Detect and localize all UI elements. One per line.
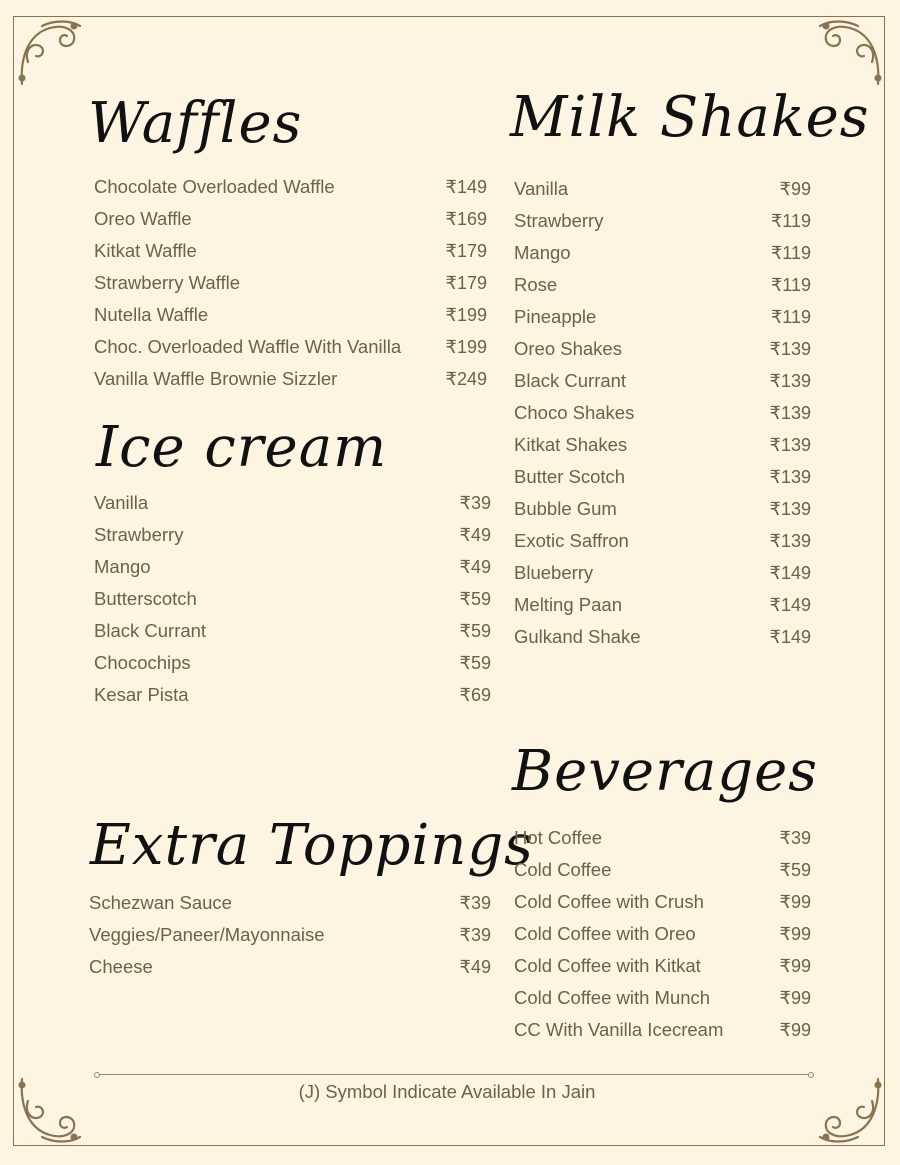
item-price: ₹59	[459, 620, 491, 641]
menu-item	[514, 822, 811, 854]
item-name: Chocolate Overloaded Waffle	[94, 176, 335, 197]
menu-item	[514, 982, 811, 1014]
menu-item	[94, 679, 491, 711]
menu-item	[94, 519, 491, 551]
menu-item	[514, 1014, 811, 1046]
item-price: ₹139	[769, 370, 811, 391]
item-price: ₹179	[445, 240, 487, 261]
extra-toppings-list	[89, 887, 491, 983]
menu-item	[89, 951, 491, 983]
menu-item	[514, 365, 811, 397]
item-price: ₹49	[459, 524, 491, 545]
menu-item	[94, 267, 487, 299]
item-price: ₹179	[445, 272, 487, 293]
menu-item	[94, 615, 491, 647]
item-price: ₹249	[445, 368, 487, 389]
item-name: Mango	[94, 556, 151, 577]
item-name: Veggies/Paneer/Mayonnaise	[89, 924, 325, 945]
item-price: ₹119	[770, 210, 811, 231]
menu-item	[514, 493, 811, 525]
item-price: ₹39	[459, 892, 491, 913]
item-name: Blueberry	[514, 562, 594, 583]
menu-item	[94, 235, 487, 267]
item-price: ₹119	[770, 306, 811, 327]
waffles-heading: Waffles	[88, 91, 303, 156]
item-name: Oreo Waffle	[94, 208, 192, 229]
item-name: Butterscotch	[94, 588, 197, 609]
item-price: ₹119	[770, 242, 811, 263]
item-name: Hot Coffee	[514, 827, 603, 848]
item-name: Nutella Waffle	[94, 304, 209, 325]
menu-item	[514, 525, 811, 557]
item-name: Pineapple	[514, 306, 597, 327]
item-price: ₹59	[459, 588, 491, 609]
item-price: ₹49	[459, 556, 491, 577]
item-name: Black Currant	[94, 620, 207, 641]
item-name: Cheese	[89, 956, 153, 977]
item-price: ₹139	[769, 434, 811, 455]
item-price: ₹139	[769, 530, 811, 551]
item-name: Chocochips	[94, 652, 191, 673]
menu-item	[514, 397, 811, 429]
menu-item	[94, 647, 491, 679]
corner-ornament-top-right	[816, 18, 886, 88]
menu-item	[94, 203, 487, 235]
item-price: ₹39	[779, 827, 811, 848]
item-price: ₹199	[445, 304, 487, 325]
menu-item	[514, 557, 811, 589]
item-price: ₹69	[459, 684, 491, 705]
menu-item	[94, 551, 491, 583]
item-name: Strawberry Waffle	[94, 272, 240, 293]
menu-item	[514, 237, 811, 269]
item-name: Kesar Pista	[94, 684, 189, 705]
item-name: Mango	[514, 242, 571, 263]
footer-divider	[97, 1074, 811, 1075]
item-name: Melting Paan	[514, 594, 622, 615]
milk-shakes-list	[514, 173, 811, 653]
item-name: Vanilla	[514, 178, 569, 199]
item-name: Cold Coffee with Oreo	[514, 923, 696, 944]
menu-item	[89, 887, 491, 919]
item-name: Schezwan Sauce	[89, 892, 232, 913]
item-name: Vanilla Waffle Brownie Sizzler	[94, 368, 338, 389]
menu-item	[514, 950, 811, 982]
ice-cream-heading: Ice cream	[96, 415, 388, 480]
menu-item	[94, 171, 487, 203]
menu-item	[514, 173, 811, 205]
item-price: ₹99	[779, 1019, 811, 1040]
item-price: ₹169	[445, 208, 487, 229]
item-name: Kitkat Waffle	[94, 240, 197, 261]
item-name: Gulkand Shake	[514, 626, 641, 647]
item-name: Cold Coffee with Munch	[514, 987, 711, 1008]
menu-item	[514, 205, 811, 237]
menu-item	[514, 269, 811, 301]
item-name: Cold Coffee	[514, 859, 612, 880]
menu-item	[94, 363, 487, 395]
item-name: Choco Shakes	[514, 402, 635, 423]
ice-cream-list	[94, 487, 491, 711]
item-price: ₹139	[769, 498, 811, 519]
item-name: Strawberry	[514, 210, 604, 231]
menu-item	[514, 621, 811, 653]
milk-shakes-heading: Milk Shakes	[510, 85, 870, 150]
menu-item	[89, 919, 491, 951]
menu-item	[514, 429, 811, 461]
item-name: Butter Scotch	[514, 466, 626, 487]
item-name: Choc. Overloaded Waffle With Vanilla	[94, 336, 402, 357]
menu-item	[94, 299, 487, 331]
item-price: ₹149	[769, 626, 811, 647]
item-name: Cold Coffee with Crush	[514, 891, 704, 912]
extra-toppings-heading: Extra Toppings	[90, 813, 534, 878]
item-price: ₹59	[459, 652, 491, 673]
item-price: ₹139	[769, 338, 811, 359]
item-price: ₹99	[779, 891, 811, 912]
menu-item	[94, 487, 491, 519]
item-name: CC With Vanilla Icecream	[514, 1019, 724, 1040]
item-name: Vanilla	[94, 492, 149, 513]
beverages-list	[514, 822, 811, 1046]
item-price: ₹99	[779, 923, 811, 944]
item-price: ₹139	[769, 402, 811, 423]
item-price: ₹139	[769, 466, 811, 487]
item-name: Bubble Gum	[514, 498, 617, 519]
item-price: ₹149	[445, 176, 487, 197]
item-name: Strawberry	[94, 524, 184, 545]
menu-item	[514, 461, 811, 493]
menu-item	[94, 583, 491, 615]
menu-item	[514, 918, 811, 950]
footer-note: (J) Symbol Indicate Available In Jain	[298, 1081, 596, 1102]
item-price: ₹199	[445, 336, 487, 357]
item-price: ₹99	[779, 955, 811, 976]
item-name: Black Currant	[514, 370, 627, 391]
menu-item	[514, 589, 811, 621]
item-price: ₹39	[459, 492, 491, 513]
menu-item	[514, 333, 811, 365]
waffles-list	[94, 171, 487, 395]
item-name: Oreo Shakes	[514, 338, 622, 359]
item-price: ₹149	[769, 562, 811, 583]
item-price: ₹99	[779, 987, 811, 1008]
menu-item	[514, 886, 811, 918]
corner-ornament-top-left	[14, 18, 84, 88]
item-name: Kitkat Shakes	[514, 434, 628, 455]
item-price: ₹59	[779, 859, 811, 880]
menu-item	[94, 331, 487, 363]
item-price: ₹149	[769, 594, 811, 615]
item-price: ₹119	[770, 274, 811, 295]
menu-item	[514, 854, 811, 886]
beverages-heading: Beverages	[512, 739, 818, 804]
item-price: ₹39	[459, 924, 491, 945]
item-price: ₹49	[459, 956, 491, 977]
item-name: Rose	[514, 274, 558, 295]
item-name: Cold Coffee with Kitkat	[514, 955, 701, 976]
menu-item	[514, 301, 811, 333]
item-name: Exotic Saffron	[514, 530, 629, 551]
item-price: ₹99	[779, 178, 811, 199]
